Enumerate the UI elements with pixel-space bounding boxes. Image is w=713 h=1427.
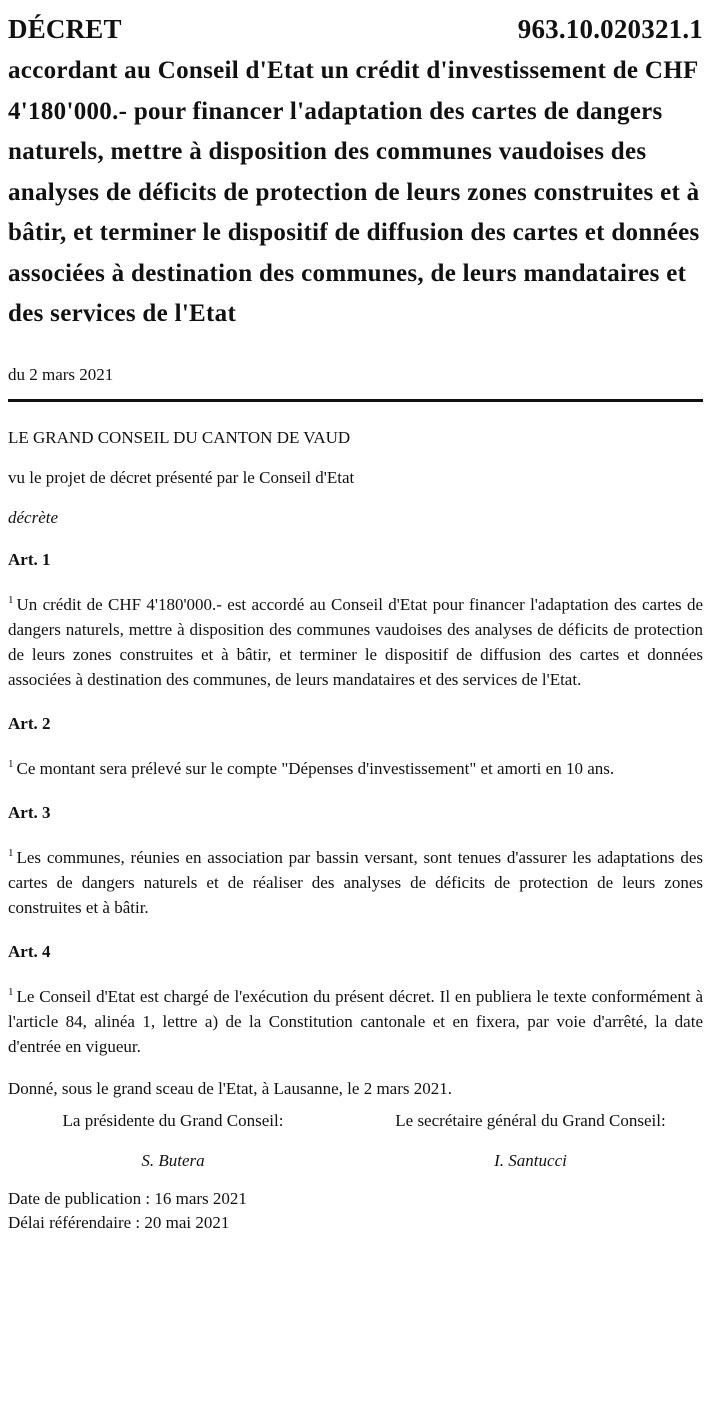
article-1-text <box>8 592 703 692</box>
header-row <box>8 0 703 45</box>
referendum-deadline: Délai référendaire : 20 mai 2021 <box>8 1212 230 1232</box>
signature-president <box>8 1111 338 1171</box>
document-type: DÉCRET <box>8 14 122 44</box>
signature-secretary <box>358 1111 703 1171</box>
given-statement: Donné, sous le grand sceau de l'Etat, à Lausanne, le 2 mars 2021. <box>8 1078 452 1098</box>
signature-block <box>8 1111 703 1171</box>
article-4-heading: Art. 4 <box>8 941 51 961</box>
publication-info <box>8 1187 703 1235</box>
enacting-verb: décrète <box>8 507 59 527</box>
president-role: La présidente du Grand Conseil: <box>62 1110 284 1130</box>
article-2-text <box>8 756 703 781</box>
article-2-heading: Art. 2 <box>8 713 51 733</box>
document-number: 963.10.020321.1 <box>517 14 703 44</box>
paragraph-number: 1 <box>8 846 14 859</box>
decree-title: accordant au Conseil d'Etat un crédit d'investissement de CHF 4'180'000.- pour financer l'adaptation des cartes de dangers naturels, mettre à disposition des communes vaudoises des analyses de déficits de protection de leurs zones construites et à bâtir, et terminer le dispositif de diffusion des cartes et données associées à destination des communes, de leurs mandataires et des services de l'Etat <box>8 57 700 327</box>
publication-date: Date de publication : 16 mars 2021 <box>8 1188 247 1208</box>
article-1-body: Un crédit de CHF 4'180'000.- est accordé au Conseil d'Etat pour financer l'adaptation des cartes de dangers naturels, mettre à disposition des communes vaudoises des analyses de déficits de protection de leurs zones construites et à bâtir, et terminer le dispositif de diffusion des cartes et données associées à destination des communes, de leurs mandataires et des services de l'Etat. <box>8 594 703 689</box>
president-name: S. Butera <box>141 1150 205 1170</box>
article-2-body: Ce montant sera prélevé sur le compte "Dépenses d'investissement" et amorti en 10 ans. <box>16 758 615 778</box>
divider <box>8 399 703 402</box>
article-3-heading: Art. 3 <box>8 802 51 822</box>
paragraph-number: 1 <box>8 593 14 606</box>
decree-date: du 2 mars 2021 <box>8 364 114 384</box>
paragraph-number: 1 <box>8 985 14 998</box>
article-3-body: Les communes, réunies en association par bassin versant, sont tenues d'assurer les adaptations des cartes de dangers naturels et de réaliser des analyses de déficits de protection de leurs zones construites et à bâtir. <box>8 847 703 917</box>
article-1-heading: Art. 1 <box>8 549 51 569</box>
paragraph-number: 1 <box>8 757 14 770</box>
article-4-text <box>8 984 703 1059</box>
article-4-body: Le Conseil d'Etat est chargé de l'exécution du présent décret. Il en publiera le texte conformément à l'article 84, alinéa 1, lettre a) de la Constitution cantonale et en fixera, par voie d'arrêté, la date d'entrée en vigueur. <box>8 986 703 1056</box>
article-3-text <box>8 845 703 920</box>
assembly-name: LE GRAND CONSEIL DU CANTON DE VAUD <box>8 427 351 447</box>
preamble: vu le projet de décret présenté par le Conseil d'Etat <box>8 467 355 487</box>
secretary-name: I. Santucci <box>494 1150 567 1170</box>
secretary-role: Le secrétaire général du Grand Conseil: <box>395 1110 666 1130</box>
